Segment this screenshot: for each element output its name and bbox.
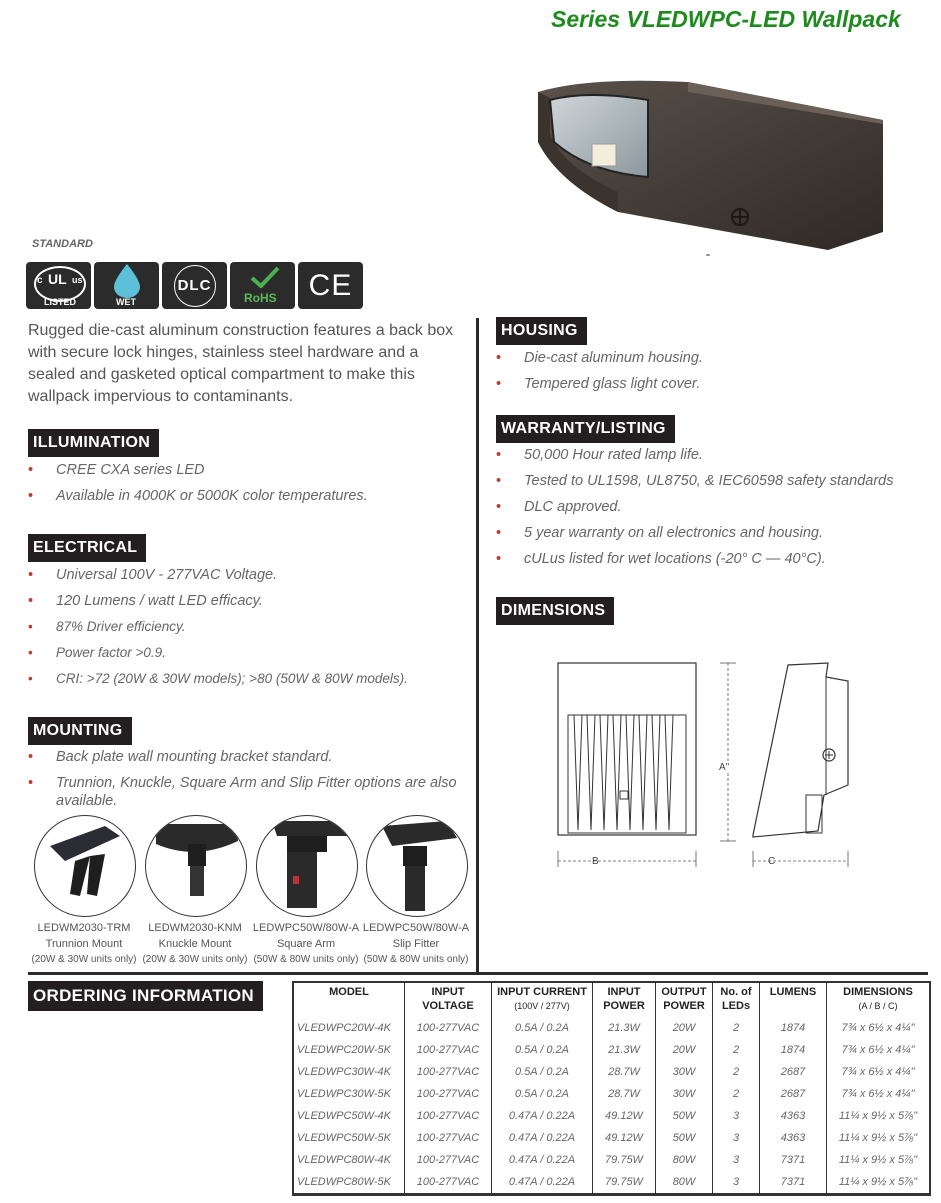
mount-note: (50W & 80W units only) <box>363 954 469 965</box>
table-cell: 100-277VAC <box>405 1171 492 1193</box>
ordering-heading: ORDERING INFORMATION <box>28 981 263 1011</box>
table-cell: 100-277VAC <box>405 1039 492 1061</box>
column-sublabel: (100V / 277V) <box>514 1001 570 1011</box>
table-cell: 79.75W <box>593 1171 656 1193</box>
table-cell: 2 <box>713 1061 760 1083</box>
table-cell: 0.5A / 0.2A <box>492 1061 593 1083</box>
dimension-b-label: B <box>592 856 599 867</box>
ul-text: UL <box>48 271 67 287</box>
table-cell: 4363 <box>760 1127 827 1149</box>
column-label: No. of LEDs <box>720 986 752 1012</box>
mount-model: LEDWM2030-TRM <box>37 922 131 934</box>
mount-note: (20W & 30W units only) <box>142 954 248 965</box>
knuckle-mount-caption <box>139 920 251 968</box>
table-row <box>294 1127 929 1149</box>
table-cell: 28.7W <box>593 1061 656 1083</box>
electrical-list <box>28 566 468 696</box>
knuckle-mount-icon <box>145 815 247 917</box>
table-cell: 7¾ x 6½ x 4¼" <box>827 1039 930 1061</box>
table-cell: 11¼ x 9½ x 5⅞" <box>827 1149 930 1171</box>
table-cell: 100-277VAC <box>405 1017 492 1039</box>
column-header <box>760 983 827 1017</box>
mounting-list <box>28 748 458 818</box>
list-item: • Available in 4000K or 5000K color temperatures. <box>28 487 468 505</box>
ul-c-text: c <box>37 275 43 286</box>
column-label: INPUT VOLTAGE <box>422 986 474 1012</box>
mount-note: (50W & 80W units only) <box>253 954 359 965</box>
table-cell: VLEDWPC50W-5K <box>294 1127 405 1149</box>
table-cell: VLEDWPC20W-4K <box>294 1017 405 1039</box>
table-cell: 49.12W <box>593 1127 656 1149</box>
mount-name: Slip Fitter <box>392 938 440 950</box>
table-cell: 79.75W <box>593 1149 656 1171</box>
mount-model: LEDWPC50W/80W-A <box>252 922 360 934</box>
table-cell: 20W <box>656 1017 713 1039</box>
warranty-heading: WARRANTY/LISTING <box>496 415 675 443</box>
table-cell: 7371 <box>760 1171 827 1193</box>
table-cell: 100-277VAC <box>405 1105 492 1127</box>
list-item: • Universal 100V - 277VAC Voltage. <box>28 566 468 584</box>
table-cell: 0.47A / 0.22A <box>492 1105 593 1127</box>
electrical-heading: ELECTRICAL <box>28 534 146 562</box>
dimensions-heading: DIMENSIONS <box>496 597 614 625</box>
housing-heading: HOUSING <box>496 317 587 345</box>
dimension-c-label: C <box>768 856 776 867</box>
table-cell: 1874 <box>760 1039 827 1061</box>
wet-text: WET <box>116 297 136 307</box>
table-cell: 21.3W <box>593 1017 656 1039</box>
table-cell: 0.5A / 0.2A <box>492 1083 593 1105</box>
table-cell: 3 <box>713 1127 760 1149</box>
ordering-table <box>292 981 931 1196</box>
table-cell: 11¼ x 9½ x 5⅞" <box>827 1171 930 1193</box>
table-row <box>294 1017 929 1039</box>
list-item: • cULus listed for wet locations (-20° C — 40°C). <box>496 550 936 568</box>
column-header <box>492 983 593 1017</box>
section-divider <box>28 972 928 975</box>
table-cell: 100-277VAC <box>405 1083 492 1105</box>
trunnion-mount-icon <box>34 815 136 917</box>
table-cell: 4363 <box>760 1105 827 1127</box>
table-cell: 0.47A / 0.22A <box>492 1149 593 1171</box>
square-arm-caption <box>250 920 362 968</box>
certification-badges <box>26 262 363 309</box>
page-title: Series VLEDWPC-LED Wallpack <box>551 6 901 32</box>
list-item: • 5 year warranty on all electronics and housing. <box>496 524 936 542</box>
column-header <box>656 983 713 1017</box>
column-sublabel: (A / B / C) <box>858 1001 898 1011</box>
table-cell: 7¾ x 6½ x 4¼" <box>827 1017 930 1039</box>
slip-fitter-caption <box>360 920 472 968</box>
table-cell: 0.47A / 0.22A <box>492 1171 593 1193</box>
table-cell: 100-277VAC <box>405 1061 492 1083</box>
mount-note: (20W & 30W units only) <box>31 954 137 965</box>
table-cell: VLEDWPC80W-4K <box>294 1149 405 1171</box>
table-cell: 11¼ x 9½ x 5⅞" <box>827 1127 930 1149</box>
table-cell: 3 <box>713 1149 760 1171</box>
table-row <box>294 1083 929 1105</box>
ce-text: CE <box>308 268 353 302</box>
table-cell: 7371 <box>760 1149 827 1171</box>
table-cell: VLEDWPC30W-5K <box>294 1083 405 1105</box>
dlc-icon <box>162 262 227 309</box>
list-item: • Trunnion, Knuckle, Square Arm and Slip Fitter options are also available. <box>28 774 458 810</box>
table-cell: VLEDWPC30W-4K <box>294 1061 405 1083</box>
list-item: • 120 Lumens / watt LED efficacy. <box>28 592 468 610</box>
mount-name: Trunnion Mount <box>45 938 123 950</box>
table-cell: 3 <box>713 1105 760 1127</box>
table-cell: 2 <box>713 1083 760 1105</box>
mount-name: Knuckle Mount <box>158 938 232 950</box>
mount-model: LEDWPC50W/80W-A <box>362 922 470 934</box>
table-cell: 21.3W <box>593 1039 656 1061</box>
table-row <box>294 1171 929 1193</box>
standard-label: STANDARD <box>32 238 93 250</box>
ce-mark-icon <box>298 262 363 309</box>
table-cell: 0.5A / 0.2A <box>492 1039 593 1061</box>
slip-fitter-icon <box>366 815 468 917</box>
trunnion-mount-caption <box>28 920 140 968</box>
column-header <box>294 983 405 1017</box>
intro-paragraph: Rugged die-cast aluminum construction features a back box with secure lock hinges, stainless steel hardware and a sealed and gasketed optical compartment to make this wallpack impervious to contaminants. <box>28 322 454 405</box>
list-item: • Tested to UL1598, UL8750, & IEC60598 safety standards <box>496 472 936 490</box>
ul-listed-icon <box>26 262 91 309</box>
table-cell: 2 <box>713 1017 760 1039</box>
ordering-table-grid <box>294 983 929 1193</box>
dimensions-drawing <box>548 655 858 875</box>
list-item: • 50,000 Hour rated lamp life. <box>496 446 936 464</box>
mount-model: LEDWM2030-KNM <box>148 922 242 934</box>
table-cell: 49.12W <box>593 1105 656 1127</box>
list-item: • DLC approved. <box>496 498 936 516</box>
column-label: OUTPUT POWER <box>661 986 707 1012</box>
table-cell: 30W <box>656 1061 713 1083</box>
table-cell: VLEDWPC50W-4K <box>294 1105 405 1127</box>
list-item: • CREE CXA series LED <box>28 461 468 479</box>
table-cell: 80W <box>656 1171 713 1193</box>
list-item: • 87% Driver efficiency. <box>28 618 468 636</box>
table-cell: 2687 <box>760 1061 827 1083</box>
rohs-text: RoHS <box>244 291 277 305</box>
illumination-heading: ILLUMINATION <box>28 429 159 457</box>
column-label: DIMENSIONS <box>843 986 913 998</box>
mounting-heading: MOUNTING <box>28 717 132 745</box>
column-header <box>405 983 492 1017</box>
column-label: LUMENS <box>769 986 817 998</box>
table-row <box>294 1061 929 1083</box>
list-item: • CRI: >72 (20W & 30W models); >80 (50W & 80W models). <box>28 670 468 688</box>
table-cell: 28.7W <box>593 1083 656 1105</box>
table-cell: 2 <box>713 1039 760 1061</box>
product-image <box>528 72 888 262</box>
table-cell: 30W <box>656 1083 713 1105</box>
table-cell: 0.5A / 0.2A <box>492 1017 593 1039</box>
column-header <box>593 983 656 1017</box>
column-label: MODEL <box>329 986 369 998</box>
column-label: INPUT POWER <box>603 986 645 1012</box>
table-row <box>294 1105 929 1127</box>
column-header <box>713 983 760 1017</box>
water-drop-icon <box>94 262 159 309</box>
mount-name: Square Arm <box>276 938 336 950</box>
list-item: • Power factor >0.9. <box>28 644 468 662</box>
list-item: • Tempered glass light cover. <box>496 375 926 393</box>
table-cell: 7¾ x 6½ x 4¼" <box>827 1061 930 1083</box>
illumination-list <box>28 461 468 513</box>
ul-listed-text: LISTED <box>44 297 77 307</box>
table-cell: 80W <box>656 1149 713 1171</box>
table-row <box>294 1039 929 1061</box>
table-cell: VLEDWPC80W-5K <box>294 1171 405 1193</box>
warranty-list <box>496 446 936 576</box>
table-cell: 2687 <box>760 1083 827 1105</box>
list-item: • Die-cast aluminum housing. <box>496 349 926 367</box>
ul-us-text: us <box>72 275 83 285</box>
table-cell: 50W <box>656 1127 713 1149</box>
rohs-icon <box>230 262 295 309</box>
list-item: • Back plate wall mounting bracket standard. <box>28 748 458 766</box>
table-cell: 100-277VAC <box>405 1127 492 1149</box>
table-cell: VLEDWPC20W-5K <box>294 1039 405 1061</box>
column-header <box>827 983 930 1017</box>
column-label: INPUT CURRENT <box>497 986 587 998</box>
table-cell: 0.47A / 0.22A <box>492 1127 593 1149</box>
table-row <box>294 1149 929 1171</box>
housing-list <box>496 349 926 401</box>
square-arm-icon <box>256 815 358 917</box>
table-cell: 1874 <box>760 1017 827 1039</box>
dlc-text: DLC <box>177 277 212 294</box>
table-cell: 3 <box>713 1171 760 1193</box>
dimension-a-label: A" <box>719 762 730 773</box>
table-cell: 11¼ x 9½ x 5⅞" <box>827 1105 930 1127</box>
column-divider <box>476 318 479 973</box>
table-cell: 7¾ x 6½ x 4¼" <box>827 1083 930 1105</box>
table-cell: 100-277VAC <box>405 1149 492 1171</box>
table-cell: 50W <box>656 1105 713 1127</box>
table-cell: 20W <box>656 1039 713 1061</box>
